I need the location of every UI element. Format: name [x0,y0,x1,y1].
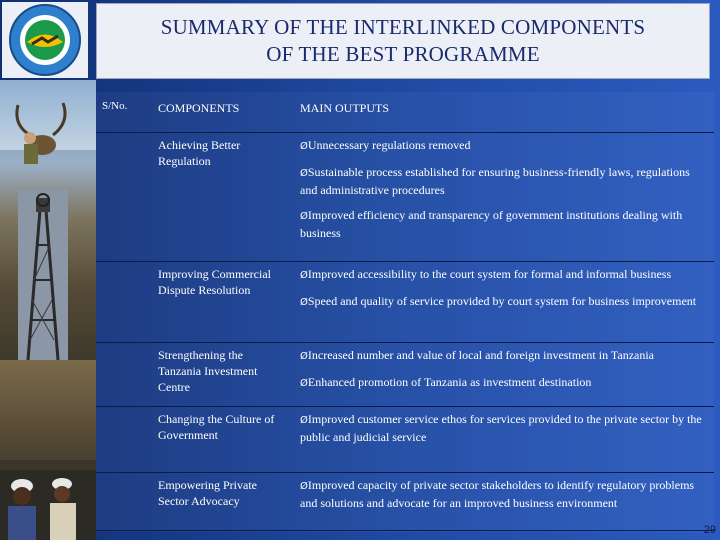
bullet-arrow-icon: Ø [300,415,308,426]
row-outputs [294,343,714,407]
bullet-arrow-icon: Ø [300,211,308,222]
header-sno: S/No. [96,92,152,133]
row-outputs [294,473,714,531]
photo-collage-strip [0,80,96,540]
output-item: ØImproved accessibility to the court system for formal and informal business [300,267,672,281]
slide-title-box [96,3,710,79]
components-table [96,92,714,532]
kudu-hunter-photo [8,100,78,170]
landscape-photo [0,360,96,460]
header-main-outputs: MAIN OUTPUTS [294,92,714,133]
slide-title [161,14,646,68]
output-item: ØSpeed and quality of service provided by court system for business improvement [300,294,697,308]
output-item: ØEnhanced promotion of Tanzania as investment destination [300,375,592,389]
bullet-arrow-icon: Ø [300,481,308,492]
title-line-2: OF THE BEST PROGRAMME [266,42,540,66]
table-row [96,133,714,262]
workers-photo [0,470,96,540]
row-sno [96,473,152,531]
table-row [96,343,714,407]
bullet-arrow-icon: Ø [300,378,308,389]
row-sno [96,407,152,473]
title-line-1: SUMMARY OF THE INTERLINKED COMPONENTS [160,15,646,39]
output-item: ØImproved customer service ethos for services provided to the private sector by the public and judicial service [300,412,702,444]
page-number: 29 [703,524,716,536]
output-item: ØImproved efficiency and transparency of government institutions dealing with business [300,208,683,240]
bullet-arrow-icon: Ø [300,270,308,281]
output-item: ØImproved capacity of private sector stakeholders to identify regulatory problems and solutions and advocate for an improved business environment [300,478,695,510]
table-header-row [96,92,714,133]
output-item: ØUnnecessary regulations removed [300,138,471,152]
row-sno [96,133,152,262]
row-outputs [294,262,714,343]
row-component: Empowering Private Sector Advocacy [152,473,294,531]
bullet-arrow-icon: Ø [300,168,308,179]
row-sno [96,343,152,407]
output-item: ØIncreased number and value of local and foreign investment in Tanzania [300,348,655,362]
bullet-arrow-icon: Ø [300,141,308,152]
table-row [96,262,714,343]
row-outputs [294,407,714,473]
mine-headframe-photo [18,190,68,360]
row-outputs [294,133,714,262]
row-component: Achieving Better Regulation [152,133,294,262]
bullet-arrow-icon: Ø [300,351,308,362]
row-component: Changing the Culture of Government [152,407,294,473]
table-row [96,407,714,473]
row-sno [96,262,152,343]
row-component: Strengthening the Tanzania Investment Centre [152,343,294,407]
header-components: COMPONENTS [152,92,294,133]
output-item: ØSustainable process established for ensuring business-friendly laws, regulations and administrative procedures [300,165,690,197]
bullet-arrow-icon: Ø [300,297,308,308]
tic-logo [2,2,88,78]
row-component: Improving Commercial Dispute Resolution [152,262,294,343]
table-row [96,473,714,531]
